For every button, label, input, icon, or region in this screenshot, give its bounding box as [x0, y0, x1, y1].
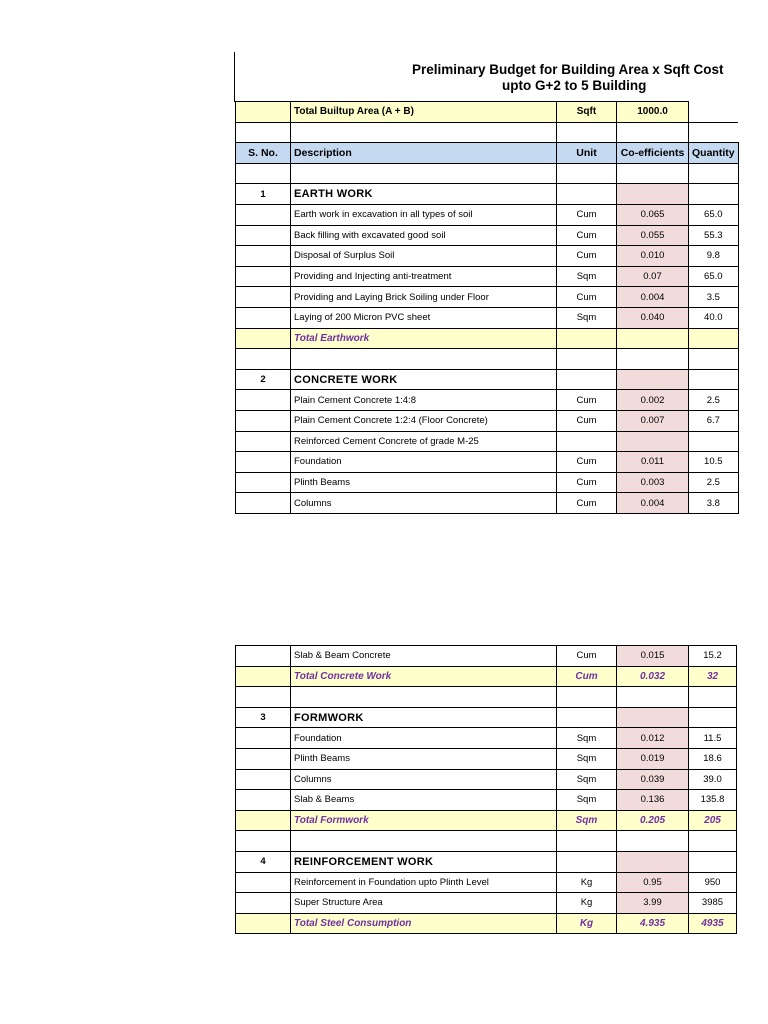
item-row — [236, 493, 739, 514]
description-cell[interactable] — [291, 349, 557, 370]
item-row — [236, 390, 739, 411]
cell[interactable] — [689, 122, 739, 143]
description-cell[interactable]: REINFORCEMENT WORK — [291, 851, 557, 872]
description-cell[interactable]: Laying of 200 Micron PVC sheet — [291, 307, 557, 328]
sno-cell[interactable] — [236, 790, 291, 811]
quantity-cell[interactable]: 18.6 — [689, 748, 737, 769]
cell[interactable] — [617, 122, 689, 143]
sno-cell[interactable] — [236, 493, 291, 514]
sno-cell[interactable] — [236, 163, 291, 184]
quantity-cell[interactable] — [689, 369, 739, 390]
blank-row — [236, 831, 737, 852]
sno-cell[interactable] — [236, 266, 291, 287]
sno-cell[interactable] — [236, 204, 291, 225]
description-cell[interactable]: Plinth Beams — [291, 472, 557, 493]
coefficient-cell[interactable] — [617, 328, 689, 349]
blank-row — [236, 687, 737, 708]
sheet-title-line1: Preliminary Budget for Building Area x Sqft Cost — [412, 62, 724, 77]
cell[interactable] — [236, 122, 291, 143]
description-cell[interactable]: Columns — [291, 769, 557, 790]
unit-cell[interactable]: Cum — [557, 410, 617, 431]
description-cell[interactable]: CONCRETE WORK — [291, 369, 557, 390]
coefficient-cell[interactable]: 0.95 — [617, 872, 689, 893]
sno-cell[interactable] — [236, 872, 291, 893]
quantity-cell[interactable] — [689, 349, 739, 370]
sheet-title-line2: upto G+2 to 5 Building — [502, 78, 647, 93]
coefficient-cell[interactable]: 0.002 — [617, 390, 689, 411]
sno-cell[interactable]: 2 — [236, 369, 291, 390]
quantity-cell[interactable]: 9.8 — [689, 246, 739, 267]
unit-cell[interactable] — [557, 831, 617, 852]
total-row — [236, 666, 737, 687]
blank-row — [236, 349, 739, 370]
sno-cell[interactable]: 3 — [236, 707, 291, 728]
unit-cell[interactable] — [557, 163, 617, 184]
description-cell[interactable]: Total Steel Consumption — [291, 913, 557, 934]
coefficient-cell[interactable]: 0.012 — [617, 728, 689, 749]
description-cell[interactable]: Earth work in excavation in all types of soil — [291, 204, 557, 225]
sno-cell[interactable] — [236, 666, 291, 687]
item-row — [236, 287, 739, 308]
header-coefficients[interactable]: Co-efficients — [617, 143, 689, 164]
sno-cell[interactable] — [236, 390, 291, 411]
coefficient-cell[interactable] — [617, 707, 689, 728]
item-row — [236, 728, 737, 749]
description-cell[interactable]: Slab & Beam Concrete — [291, 646, 557, 667]
sno-cell[interactable] — [236, 349, 291, 370]
coefficient-cell[interactable]: 0.004 — [617, 493, 689, 514]
item-row — [236, 790, 737, 811]
item-row — [236, 452, 739, 473]
item-row — [236, 472, 739, 493]
title-left-border — [234, 52, 235, 102]
area-value-cell[interactable]: 1000.0 — [617, 102, 689, 123]
description-cell[interactable]: Total Earthwork — [291, 328, 557, 349]
coefficient-cell[interactable]: 0.010 — [617, 246, 689, 267]
quantity-cell[interactable] — [689, 687, 737, 708]
description-cell[interactable]: EARTH WORK — [291, 184, 557, 205]
description-cell[interactable]: Reinforced Cement Concrete of grade M-25 — [291, 431, 557, 452]
sno-cell[interactable] — [236, 893, 291, 914]
coefficient-cell[interactable]: 4.935 — [617, 913, 689, 934]
sno-cell[interactable] — [236, 328, 291, 349]
unit-cell[interactable] — [557, 369, 617, 390]
unit-cell[interactable]: Cum — [557, 390, 617, 411]
unit-cell[interactable]: Cum — [557, 246, 617, 267]
description-cell[interactable]: Reinforcement in Foundation upto Plinth Level — [291, 872, 557, 893]
coefficient-cell[interactable]: 0.065 — [617, 204, 689, 225]
unit-cell[interactable]: Sqm — [557, 810, 617, 831]
quantity-cell[interactable]: 3.5 — [689, 287, 739, 308]
coefficient-cell[interactable] — [617, 369, 689, 390]
coefficient-cell[interactable]: 0.011 — [617, 452, 689, 473]
unit-cell[interactable]: Cum — [557, 666, 617, 687]
description-cell[interactable]: Foundation — [291, 728, 557, 749]
sno-cell[interactable] — [236, 810, 291, 831]
unit-cell[interactable]: Cum — [557, 472, 617, 493]
description-cell[interactable]: Total Formwork — [291, 810, 557, 831]
sno-cell[interactable] — [236, 225, 291, 246]
coefficient-cell[interactable]: 0.032 — [617, 666, 689, 687]
item-row — [236, 646, 737, 667]
section-row — [236, 707, 737, 728]
sno-cell[interactable] — [236, 687, 291, 708]
item-row — [236, 769, 737, 790]
unit-cell[interactable] — [557, 707, 617, 728]
description-cell[interactable]: Foundation — [291, 452, 557, 473]
description-cell[interactable] — [291, 831, 557, 852]
sno-cell[interactable] — [236, 287, 291, 308]
coefficient-cell[interactable] — [617, 184, 689, 205]
unit-cell[interactable]: Cum — [557, 225, 617, 246]
coefficient-cell[interactable] — [617, 349, 689, 370]
description-cell[interactable]: Plain Cement Concrete 1:4:8 — [291, 390, 557, 411]
budget-table-top — [235, 101, 739, 514]
coefficient-cell[interactable]: 0.055 — [617, 225, 689, 246]
quantity-cell[interactable]: 2.5 — [689, 390, 739, 411]
unit-cell[interactable]: Sqm — [557, 769, 617, 790]
header-sno[interactable]: S. No. — [236, 143, 291, 164]
coefficient-cell[interactable]: 0.004 — [617, 287, 689, 308]
coefficient-cell[interactable]: 0.007 — [617, 410, 689, 431]
item-row — [236, 748, 737, 769]
item-row — [236, 225, 739, 246]
quantity-cell[interactable]: 6.7 — [689, 410, 739, 431]
header-quantity[interactable]: Quantity — [689, 143, 739, 164]
description-cell[interactable]: Plinth Beams — [291, 748, 557, 769]
quantity-cell[interactable]: 55.3 — [689, 225, 739, 246]
unit-cell[interactable] — [557, 349, 617, 370]
sno-cell[interactable] — [236, 246, 291, 267]
coefficient-cell[interactable] — [617, 831, 689, 852]
unit-cell[interactable]: Sqm — [557, 728, 617, 749]
quantity-cell[interactable] — [689, 431, 739, 452]
quantity-cell[interactable]: 65.0 — [689, 266, 739, 287]
sno-cell[interactable] — [236, 431, 291, 452]
description-cell[interactable]: FORMWORK — [291, 707, 557, 728]
header-description[interactable]: Description — [291, 143, 557, 164]
coefficient-cell[interactable] — [617, 851, 689, 872]
quantity-cell[interactable]: 10.5 — [689, 452, 739, 473]
unit-cell[interactable]: Kg — [557, 872, 617, 893]
sno-cell[interactable] — [236, 769, 291, 790]
quantity-cell[interactable] — [689, 831, 737, 852]
unit-cell[interactable] — [557, 687, 617, 708]
quantity-cell[interactable] — [689, 851, 737, 872]
quantity-cell[interactable]: 65.0 — [689, 204, 739, 225]
quantity-cell[interactable]: 40.0 — [689, 307, 739, 328]
unit-cell[interactable]: Kg — [557, 913, 617, 934]
quantity-cell[interactable]: 4935 — [689, 913, 737, 934]
sno-cell[interactable] — [236, 748, 291, 769]
sno-cell[interactable] — [236, 452, 291, 473]
area-sno-cell — [236, 102, 291, 123]
unit-cell[interactable]: Cum — [557, 493, 617, 514]
description-cell[interactable]: Total Concrete Work — [291, 666, 557, 687]
sno-cell[interactable] — [236, 472, 291, 493]
coefficient-cell[interactable]: 3.99 — [617, 893, 689, 914]
sheet-title-block — [234, 52, 768, 102]
unit-cell[interactable] — [557, 431, 617, 452]
quantity-cell[interactable]: 32 — [689, 666, 737, 687]
sno-cell[interactable]: 4 — [236, 851, 291, 872]
coefficient-cell[interactable]: 0.136 — [617, 790, 689, 811]
quantity-cell[interactable] — [689, 184, 739, 205]
quantity-cell[interactable]: 950 — [689, 872, 737, 893]
sno-cell[interactable]: 1 — [236, 184, 291, 205]
quantity-cell[interactable] — [689, 707, 737, 728]
area-unit-cell[interactable]: Sqft — [557, 102, 617, 123]
coefficient-cell[interactable]: 0.07 — [617, 266, 689, 287]
unit-cell[interactable]: Sqm — [557, 307, 617, 328]
coefficient-cell[interactable]: 0.040 — [617, 307, 689, 328]
item-row — [236, 872, 737, 893]
coefficient-cell[interactable]: 0.003 — [617, 472, 689, 493]
section-row — [236, 851, 737, 872]
blank-row — [236, 163, 739, 184]
area-empty-cell — [689, 102, 739, 123]
unit-cell[interactable]: Cum — [557, 287, 617, 308]
budget-table-bottom — [235, 645, 737, 934]
total-builtup-area-row — [236, 102, 739, 123]
description-cell[interactable]: Providing and Laying Brick Soiling under Floor — [291, 287, 557, 308]
coefficient-cell[interactable] — [617, 687, 689, 708]
description-cell[interactable]: Disposal of Surplus Soil — [291, 246, 557, 267]
unit-cell[interactable]: Sqm — [557, 748, 617, 769]
sno-cell[interactable] — [236, 410, 291, 431]
item-row — [236, 431, 739, 452]
coefficient-cell[interactable]: 0.039 — [617, 769, 689, 790]
description-cell[interactable]: Back filling with excavated good soil — [291, 225, 557, 246]
unit-cell[interactable]: Kg — [557, 893, 617, 914]
column-header-row — [236, 143, 739, 164]
description-cell[interactable]: Super Structure Area — [291, 893, 557, 914]
sno-cell[interactable] — [236, 307, 291, 328]
unit-cell[interactable] — [557, 328, 617, 349]
blank-row — [236, 122, 739, 143]
coefficient-cell[interactable]: 0.019 — [617, 748, 689, 769]
unit-cell[interactable]: Sqm — [557, 790, 617, 811]
quantity-cell[interactable]: 3985 — [689, 893, 737, 914]
quantity-cell[interactable]: 2.5 — [689, 472, 739, 493]
description-cell[interactable]: Slab & Beams — [291, 790, 557, 811]
quantity-cell[interactable] — [689, 163, 739, 184]
item-row — [236, 266, 739, 287]
quantity-cell[interactable]: 39.0 — [689, 769, 737, 790]
quantity-cell[interactable]: 3.8 — [689, 493, 739, 514]
section-row — [236, 369, 739, 390]
unit-cell[interactable]: Cum — [557, 646, 617, 667]
item-row — [236, 410, 739, 431]
sno-cell[interactable] — [236, 646, 291, 667]
unit-cell[interactable]: Cum — [557, 204, 617, 225]
section-row — [236, 184, 739, 205]
coefficient-cell[interactable] — [617, 163, 689, 184]
area-label-cell[interactable]: Total Builtup Area (A + B) — [291, 102, 557, 123]
coefficient-cell[interactable] — [617, 431, 689, 452]
coefficient-cell[interactable]: 0.205 — [617, 810, 689, 831]
item-row — [236, 204, 739, 225]
description-cell[interactable] — [291, 687, 557, 708]
total-row — [236, 328, 739, 349]
item-row — [236, 893, 737, 914]
description-cell[interactable] — [291, 163, 557, 184]
quantity-cell[interactable]: 205 — [689, 810, 737, 831]
total-row — [236, 810, 737, 831]
unit-cell[interactable] — [557, 184, 617, 205]
quantity-cell[interactable]: 11.5 — [689, 728, 737, 749]
coefficient-cell[interactable]: 0.015 — [617, 646, 689, 667]
item-row — [236, 246, 739, 267]
header-unit[interactable]: Unit — [557, 143, 617, 164]
sno-cell[interactable] — [236, 913, 291, 934]
unit-cell[interactable]: Cum — [557, 452, 617, 473]
description-cell[interactable]: Plain Cement Concrete 1:2:4 (Floor Concrete) — [291, 410, 557, 431]
quantity-cell[interactable]: 15.2 — [689, 646, 737, 667]
quantity-cell[interactable]: 135.8 — [689, 790, 737, 811]
cell[interactable] — [557, 122, 617, 143]
item-row — [236, 307, 739, 328]
unit-cell[interactable]: Sqm — [557, 266, 617, 287]
description-cell[interactable]: Providing and Injecting anti-treatment — [291, 266, 557, 287]
quantity-cell[interactable] — [689, 328, 739, 349]
unit-cell[interactable] — [557, 851, 617, 872]
sno-cell[interactable] — [236, 831, 291, 852]
description-cell[interactable]: Columns — [291, 493, 557, 514]
sno-cell[interactable] — [236, 728, 291, 749]
cell[interactable] — [291, 122, 557, 143]
total-row — [236, 913, 737, 934]
